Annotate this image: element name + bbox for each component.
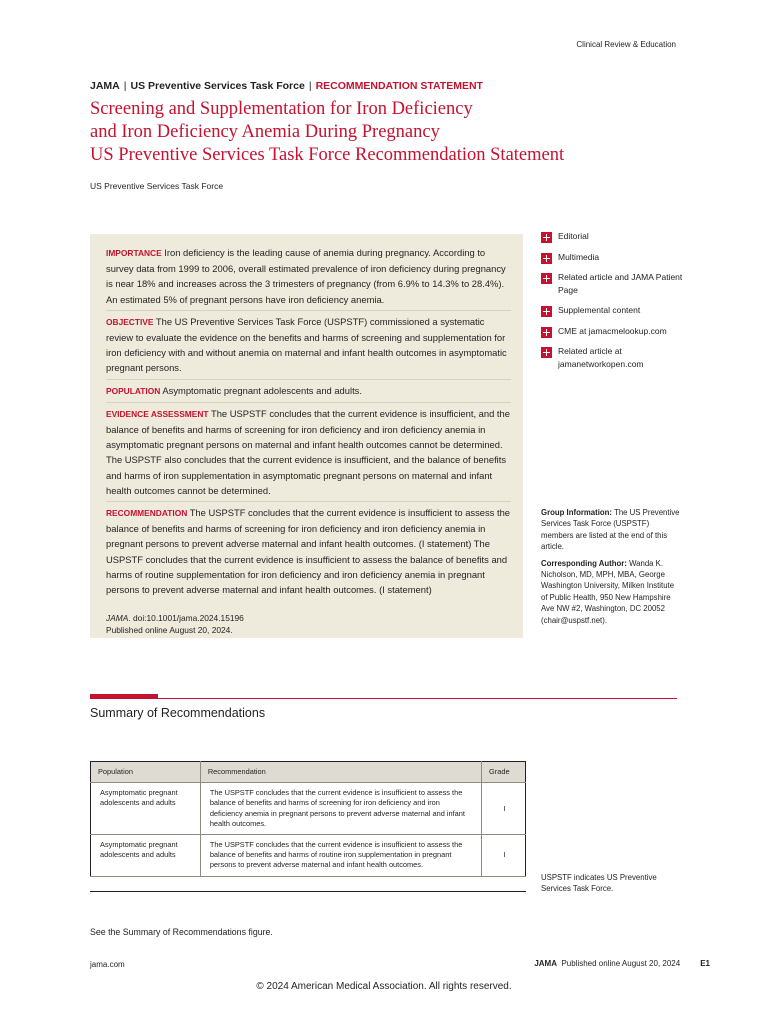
article-subtitle: US Preventive Services Task Force Recommendation Statement [90,145,565,165]
cell-grade: I [482,835,526,877]
journal-line: JAMA | US Preventive Services Task Force | RECOMMENDATION STATEMENT [90,80,483,92]
author-line: US Preventive Services Task Force [90,181,224,191]
link-label: Multimedia [558,251,600,262]
plus-icon [541,232,552,243]
summary-title: Summary of Recommendations [90,706,266,720]
link-label: CME at jamacmelookup.com [558,325,667,336]
column-header-population: Population [91,762,201,783]
footer-journal: JAMA [534,959,557,968]
abstract-objective [106,314,511,380]
cell-grade: I [482,783,526,835]
section-label: Clinical Review & Education [576,40,676,49]
article-title [90,98,690,167]
table-footnote: USPSTF indicates US Preventive Services Task Force. [541,873,657,894]
link-multimedia[interactable] [541,251,691,264]
column-header-recommendation: Recommendation [200,762,481,783]
see-figure-note: See the Summary of Recommendations figure. [90,927,273,937]
series-name: US Preventive Services Task Force [130,80,305,92]
plus-icon [541,327,552,338]
group-info-text: The US Preventive Services Task Force (USPSTF) members are listed at the end of this article. [541,508,680,552]
link-editorial[interactable] [541,230,691,243]
journal-name: JAMA [90,80,120,92]
table-header-row [91,762,526,783]
footer-published: Published online August 20, 2024 [561,959,681,968]
table-bottom-rule [90,891,526,892]
importance-text: Iron deficiency is the leading cause of anemia during pregnancy. According to survey data from 1999 to 2006, overall estimated prevalence of iron deficiency during pregnancy is near 18% and increases across the 3 trimesters of pregnancy (from 6.9% to 14.3% to 28.4%). An estimated 5% of pregnant persons have iron deficiency anemia. [106,247,506,305]
plus-icon [541,253,552,264]
plus-icon [541,306,552,317]
title-line-1: Screening and Supplementation for Iron Deficiency [90,99,473,119]
link-label: Supplemental content [558,305,641,315]
objective-text: The US Preventive Services Task Force (USPSTF) commissioned a systematic review to evaluate the evidence on the benefits and harms of screening and supplementation for iron deficiency with and without anemia on maternal and infant health outcomes in asymptomatic pregnant persons. [106,315,507,374]
footer-journal-info [534,959,710,968]
citation-doi[interactable]: . doi:10.1001/jama.2024.15196 [128,613,244,624]
cell-population: Asymptomatic pregnant adolescents and adults [91,835,201,877]
importance-heading: IMPORTANCE [106,248,162,258]
population-text: Asymptomatic pregnant adolescents and adults. [162,384,362,396]
group-info-label: Group Information: [541,508,613,517]
column-header-grade: Grade [482,762,526,783]
objective-heading: OBJECTIVE [106,316,154,327]
published-date: Published online August 20, 2024. [106,625,233,636]
citation [106,612,511,636]
abstract-evidence [106,406,511,502]
link-label: Related article and JAMA Patient Page [558,272,683,295]
link-jama-network-open[interactable] [541,345,691,370]
evidence-text: The USPSTF concludes that the current evidence is insufficient, and the balance of benefits and harms of screening for iron deficiency and iron deficiency anemia in asymptomatic pregnant persons on maternal and infant health outcomes cannot be determined. The USPSTF also concludes that the current evidence is insufficient, and the balance of benefits and harms of iron supplementation in asymptomatic pregnant persons on maternal and infant health outcomes cannot be determined. [106,407,510,496]
group-information [541,507,681,631]
corresponding-author-text: Wanda K. Nicholson, MD, MPH, MBA, George Washington University, Milken Institute of Public Health, 950 New Hampshire Ave NW #2, Washington, DC 20052 (chair@uspstf.net). [541,558,675,625]
link-supplemental[interactable] [541,304,691,317]
table-row [91,835,526,877]
footer-site[interactable]: jama.com [90,960,125,969]
section-rule [90,698,677,699]
link-label: Editorial [558,231,589,241]
page-number: E1 [700,959,710,968]
copyright-notice: © 2024 American Medical Association. All rights reserved. [256,981,512,992]
cell-recommendation: The USPSTF concludes that the current evidence is insufficient to assess the balance of benefits and harms of screening for iron deficiency and iron deficiency anemia in pregnant persons to prevent adverse maternal and infant health outcomes. [200,783,481,835]
population-heading: POPULATION [106,385,161,396]
link-cme[interactable] [541,325,691,338]
summary-table [90,761,526,877]
link-label: Related article at jamanetworkopen.com [558,346,644,369]
related-links [541,230,691,378]
plus-icon [541,273,552,284]
abstract-recommendation [106,505,511,600]
article-type: RECOMMENDATION STATEMENT [315,80,483,92]
cell-recommendation: The USPSTF concludes that the current evidence is insufficient to assess the balance of benefits and harms of routine iron supplementation in pregnant persons to prevent adverse maternal and infant health outcomes. [200,835,481,877]
recommendation-heading: RECOMMENDATION [106,508,188,519]
abstract-importance [106,245,511,311]
recommendation-text-2: The USPSTF concludes that the current evidence is insufficient to assess the balance of benefits and harms of routine supplementation for iron deficiency and iron deficiency anemia in pregnant persons to prevent adverse maternal and infant health outcomes. (I statement) [106,538,508,596]
recommendation-text-1: The USPSTF concludes that the current evidence is insufficient to assess the balance of benefits and harms of screening for iron deficiency and iron deficiency anemia in pregnant persons to prevent adverse maternal and infant health outcomes. (I statement) [106,507,511,550]
abstract-box [90,234,523,638]
evidence-heading: EVIDENCE ASSESSMENT [106,408,209,419]
cell-population: Asymptomatic pregnant adolescents and adults [91,783,201,835]
table-row [91,783,526,835]
link-related-article[interactable] [541,271,691,296]
title-line-2: and Iron Deficiency Anemia During Pregnancy [90,122,440,142]
plus-icon [541,347,552,358]
abstract-population [106,383,511,403]
citation-journal: JAMA [106,613,129,624]
corresponding-author-label: Corresponding Author: [541,558,627,568]
